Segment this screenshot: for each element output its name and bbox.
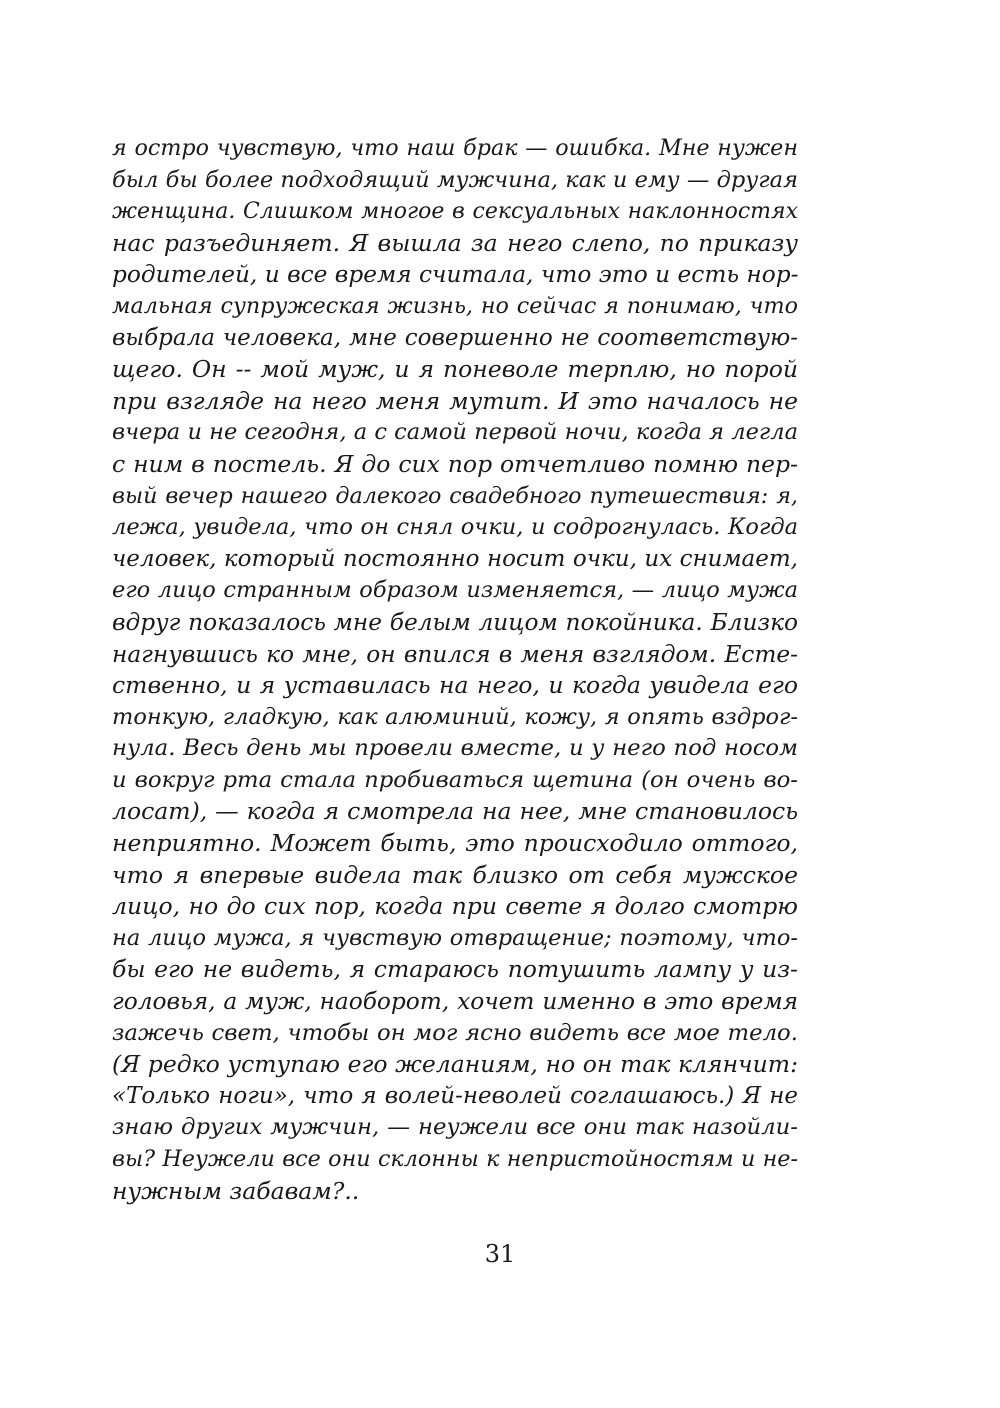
text-line: нула. Весь день мы провели вместе, и у него под носом: [112, 735, 798, 762]
text-line: человек, который постоянно носит очки, их снимает,: [112, 545, 798, 572]
text-line: мальная супружеская жизнь, но сейчас я понимаю, что: [112, 292, 798, 319]
text-line: я остро чувствую, что наш брак — ошибка. Мне нужен: [112, 135, 798, 161]
text-line: женщина. Слишком многое в сексуальных наклонностях: [112, 199, 798, 225]
text-line: был бы более подходящий мужчина, как и ему — другая: [112, 166, 798, 193]
text-line: (Я редко уступаю его желаниям, но он так клянчит:: [112, 1050, 798, 1079]
text-line: вдруг показалось мне белым лицом покойника. Близко: [112, 608, 798, 636]
text-line: лосат), — когда я смотрела на нее, мне становилось: [112, 797, 798, 826]
text-line: вый вечер нашего далекого свадебного путешествия: я,: [112, 482, 798, 509]
text-line: тонкую, гладкую, как алюминий, кожу, я опять вздрог-: [112, 703, 798, 730]
text-line: нужным забавам?..: [112, 1176, 360, 1205]
text-line: головья, а муж, наоборот, хочет именно в это время: [112, 988, 798, 1016]
text-line: нагнувшись ко мне, он впился в меня взглядом. Есте-: [112, 640, 798, 668]
text-line: и вокруг рта стала пробиваться щетина (он очень во-: [112, 766, 798, 793]
text-line: его лицо странным образом изменяется, — лицо мужа: [112, 577, 798, 604]
text-line: нас разъединяет. Я вышла за него слепо, по приказу: [112, 228, 798, 257]
text-line: на лицо мужа, я чувствую отвращение; поэтому, что-: [112, 924, 798, 951]
text-line: щего. Он -- мой муж, и я поневоле терплю, но порой: [112, 355, 798, 384]
text-line: знаю других мужчин, — неужели все они так назойли-: [112, 1114, 798, 1141]
text-line: вчера и не сегодня, а с самой первой ночи, когда я легла: [112, 419, 798, 446]
body-text: [112, 133, 798, 1207]
text-line: неприятно. Может быть, это происходило оттого,: [112, 829, 798, 858]
text-line: с ним в постель. Я до сих пор отчетливо помню пер-: [112, 449, 798, 478]
text-line: при взгляде на него меня мутит. И это началось не: [112, 386, 798, 415]
text-line: бы его не видеть, я стараюсь потушить лампу у из-: [112, 955, 798, 984]
text-line: ственно, и я уставилась на него, и когда увидела его: [112, 671, 798, 700]
text-line: что я впервые видела так близко от себя мужское: [112, 860, 798, 889]
page-number: 31: [484, 1240, 516, 1268]
text-line: лежа, увидела, что он снял очки, и содрогнулась. Когда: [112, 514, 798, 541]
text-line: лицо, но до сих пор, когда при свете я долго смотрю: [112, 892, 798, 921]
text-line: зажечь свет, чтобы он мог ясно видеть все мое тело.: [112, 1019, 798, 1046]
text-line: родителей, и все время считала, что это и есть нор-: [112, 261, 799, 289]
text-line: вы? Неужели все они склонны к непристойностям и не-: [112, 1146, 798, 1172]
text-line: «Только ноги», что я волей-неволей соглашаюсь.) Я не: [112, 1082, 798, 1109]
text-line: выбрала человека, мне совершенно не соответствую-: [112, 324, 798, 351]
